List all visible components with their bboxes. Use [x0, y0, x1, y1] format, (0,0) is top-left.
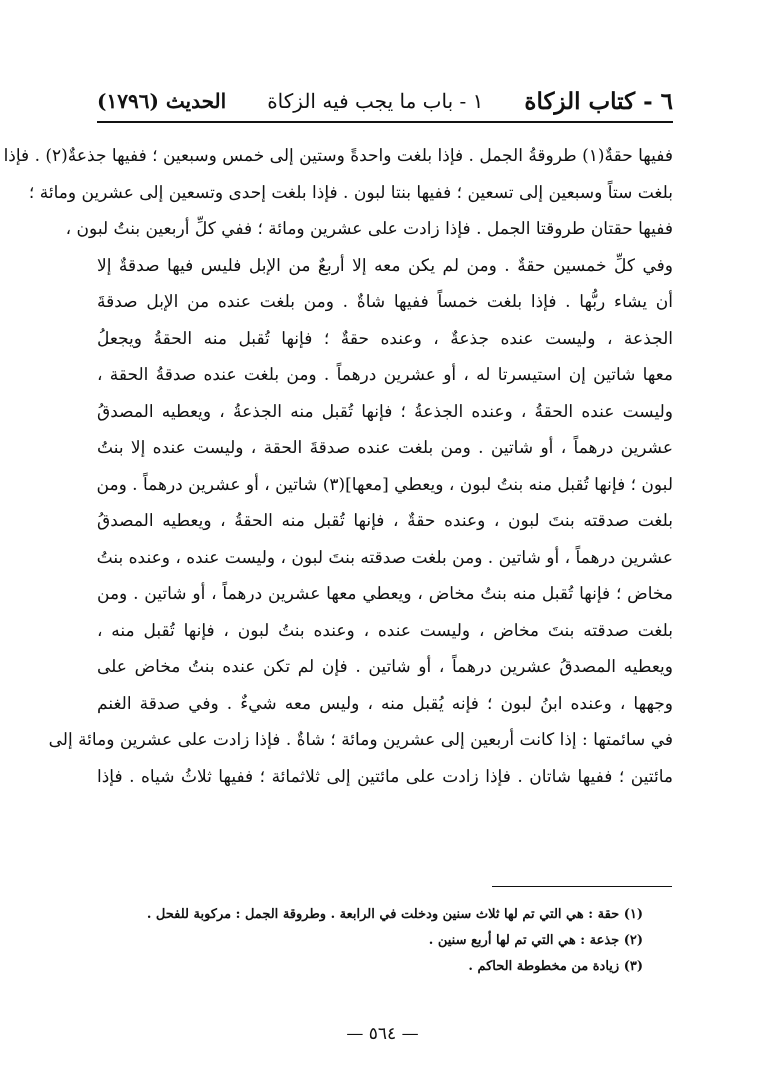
text-line: لبون ؛ فإنها تُقبل منه بنتُ لبون ، ويعطي [معها](٣) شاتين ، أو عشرين درهماً . ومن [96, 474, 673, 495]
footnotes [97, 902, 673, 980]
footnote: (٢) جذعة : هي التي تم لها أربع سنين . [428, 933, 643, 948]
text-line: ففيها حقتان طروقتا الجمل . فإذا زادت على عشرين ومائة ؛ ففي كلِّ أربعين بنتُ لبون ، [65, 219, 673, 239]
text-line: الجذعة ، وليست عنده جذعةٌ ، وعنده حقةٌ ؛ فإنها تُقبل منه الحقةُ ويجعلُ [97, 328, 673, 349]
text-line: ويعطيه المصدقُ عشرين درهماً ، أو شاتين . فإن لم تكن عنده بنتُ مخاض على [97, 657, 673, 677]
chapter-title: ١ - باب ما يجب فيه الزكاة [267, 89, 484, 113]
text-line: وليست عنده الحقةُ ، وعنده الجذعةُ ؛ فإنها تُقبل منه الجذعةُ ، ويعطيه المصدقُ [97, 401, 673, 422]
text-line: بلغت صدقته بنتَ لبون ، وعنده حقةٌ ، فإنها تُقبل منه الحقةُ ، ويعطيه المصدقُ [97, 511, 673, 531]
text-line: معها شاتين إن استيسرتا له ، أو عشرين درهماً . ومن بلغت عنده صدقةُ الحقة ، [97, 365, 673, 385]
text-line: في سائمتها : إذا كانت أربعين إلى عشرين ومائة ؛ شاةٌ . فإذا زادت على عشرين ومائة إلى [48, 730, 673, 750]
text-line: أن يشاء ربُّها . فإذا بلغت خمساً ففيها شاةٌ . ومن بلغت عنده من الإبل صدقةَ [97, 292, 673, 312]
text-line: وفي كلِّ خمسين حقةٌ . ومن لم يكن معه إلا أربعٌ من الإبل فليس فيها صدقةٌ إلا [97, 255, 673, 276]
footnote: (٣) زيادة من مخطوطة الحاكم . [468, 959, 643, 974]
page-header [97, 84, 673, 118]
book-title: ٦ - كتاب الزكاة [524, 87, 673, 115]
text-line: مخاض ؛ فإنها تُقبل منه بنتُ مخاض ، ويعطي معها عشرين درهماً ، أو شاتين . ومن [97, 584, 673, 604]
footnote-divider [492, 886, 672, 887]
text-line: بلغت صدقته بنتَ مخاض ، وليست عنده ، وعنده بنتُ لبون ، فإنها تُقبل منه ، [97, 620, 673, 641]
hadith-number: الحديث (١٧٩٦) [97, 89, 227, 113]
page-number: — ٥٦٤ — [346, 1024, 419, 1044]
text-line: عشرين درهماً ، أو شاتين . ومن بلغت صدقته بنتَ لبون ، وليست عنده ، وعنده بنتُ [96, 547, 673, 568]
text-line: مائتين ؛ ففيها شاتان . فإذا زادت على مائتين إلى ثلاثمائة ؛ ففيها ثلاثُ شياه . فإذا [97, 766, 673, 787]
main-text [3, 138, 673, 795]
text-line: وجهها ، وعنده ابنُ لبون ؛ فإنه يُقبل منه ، وليس معه شيءٌ . وفي صدقة الغنم [97, 693, 673, 714]
footnote: (١) حقة : هي التي تم لها ثلاث سنين ودخلت في الرابعة . وطروقة الجمل : مركوبة للفحل . [146, 907, 643, 922]
text-line: ففيها حقةٌ(١) طروقةُ الجمل . فإذا بلغت واحدةً وستين إلى خمس وسبعين ؛ ففيها جذعةٌ(٢) . فإذا [3, 146, 673, 166]
text-line: بلغت ستاً وسبعين إلى تسعين ؛ ففيها بنتا لبون . فإذا بلغت إحدى وتسعين إلى عشرين ومائة ؛ [28, 182, 673, 203]
text-line: عشرين درهماً ، أو شاتين . ومن بلغت عنده صدقةَ الحقة ، وليست عنده إلا بنتُ [97, 438, 673, 458]
header-divider [97, 121, 673, 123]
